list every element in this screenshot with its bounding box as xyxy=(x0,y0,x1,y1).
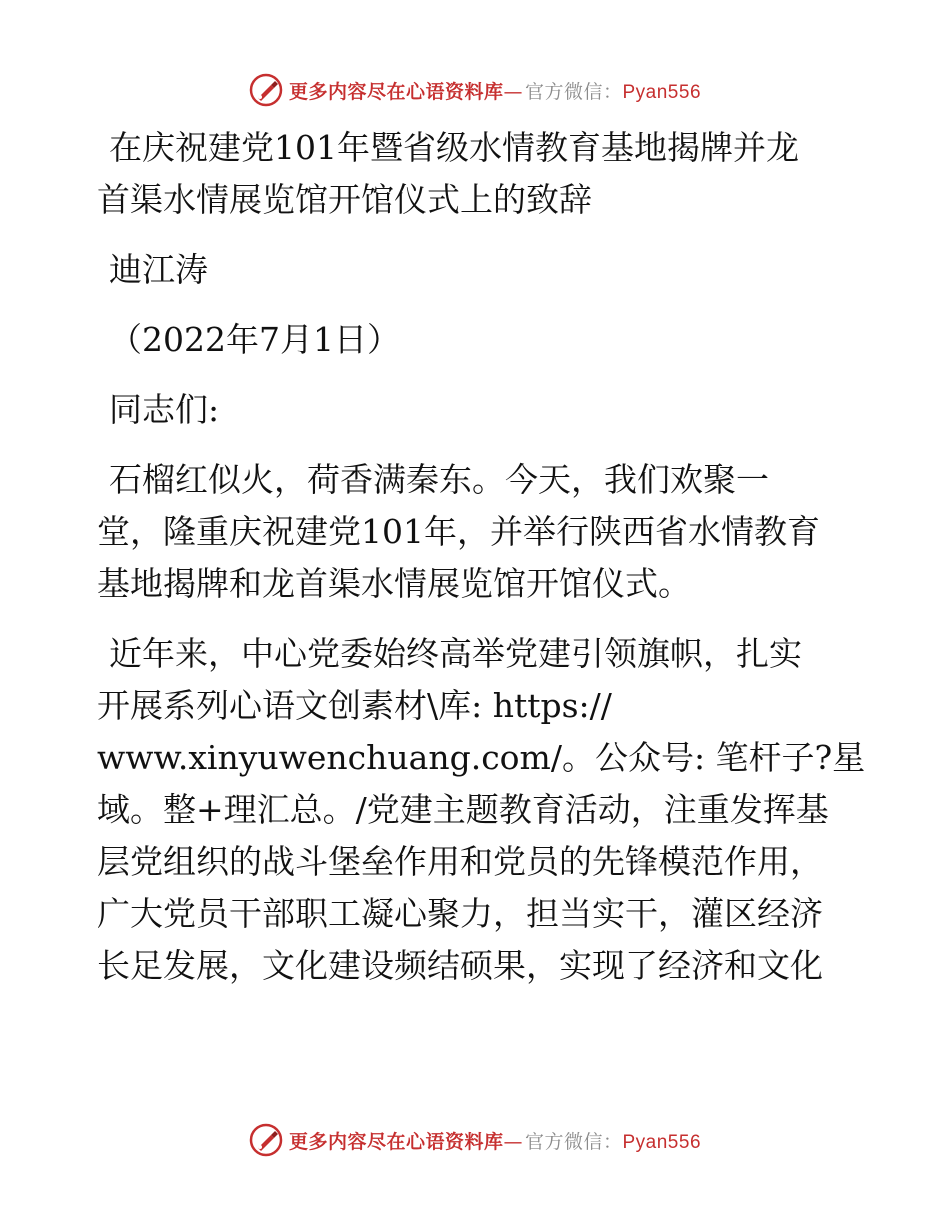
author: 迪江涛 xyxy=(109,250,208,289)
paragraph2-line-2: 开展系列心语文创素材\库: https:// xyxy=(97,686,612,725)
title-line-2: 首渠水情展览馆开馆仪式上的致辞 xyxy=(97,180,592,219)
paragraph2-line-3: www.xinyuwenchuang.com/。公众号: 笔杆子?星 xyxy=(97,738,866,777)
paragraph1-line-2: 堂，隆重庆祝建党101年，并举行陕西省水情教育 xyxy=(97,512,820,551)
banner-wechat-label: 官方微信： xyxy=(524,80,623,103)
footer-banner xyxy=(0,1120,950,1160)
paragraph2-line-5: 层党组织的战斗堡垒作用和党员的先锋模范作用， xyxy=(97,842,823,881)
header-banner xyxy=(0,70,950,110)
banner-text xyxy=(289,1127,701,1154)
paragraph2-line-6: 广大党员干部职工凝心聚力，担当实干，灌区经济 xyxy=(97,894,823,933)
banner-dash: — xyxy=(503,80,523,103)
paragraph2-line-1: 近年来，中心党委始终高举党建引领旗帜，扎实 xyxy=(109,634,802,673)
banner-wechat-id: Pyan556 xyxy=(622,81,702,103)
paragraph2-line-7: 长足发展，文化建设频结硕果，实现了经济和文化 xyxy=(97,946,823,985)
banner-inner xyxy=(249,1123,701,1157)
banner-text xyxy=(289,77,701,104)
banner-inner xyxy=(249,73,701,107)
title-line-1: 在庆祝建党101年暨省级水情教育基地揭牌并龙 xyxy=(109,128,799,167)
banner-wechat-id: Pyan556 xyxy=(622,1131,702,1153)
paragraph1-line-3: 基地揭牌和龙首渠水情展览馆开馆仪式。 xyxy=(97,564,691,603)
banner-main-text: 更多内容尽在心语资料库 xyxy=(288,1130,504,1153)
paragraph1-line-1: 石榴红似火，荷香满秦东。今天，我们欢聚一 xyxy=(109,460,769,499)
salutation: 同志们: xyxy=(109,390,220,429)
banner-main-text: 更多内容尽在心语资料库 xyxy=(288,80,504,103)
banner-dash: — xyxy=(503,1130,523,1153)
date: （2022年7月1日） xyxy=(109,320,400,359)
pen-logo-icon xyxy=(249,1123,283,1157)
banner-wechat-label: 官方微信： xyxy=(524,1130,623,1153)
document-body xyxy=(97,122,866,992)
paragraph2-line-4: 域。整+理汇总。/党建主题教育活动，注重发挥基 xyxy=(97,790,829,829)
pen-logo-icon xyxy=(249,73,283,107)
